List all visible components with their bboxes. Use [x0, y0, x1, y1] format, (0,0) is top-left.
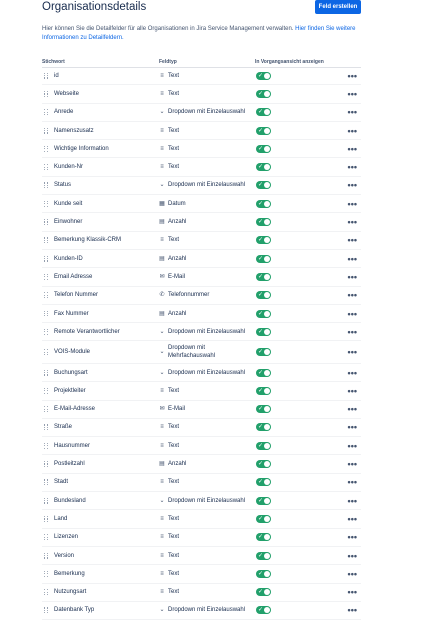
drag-handle-icon[interactable]: [44, 349, 48, 355]
drag-handle-icon[interactable]: [44, 329, 48, 335]
more-actions-icon[interactable]: •••: [347, 125, 357, 136]
show-in-issue-view-toggle[interactable]: [256, 291, 271, 299]
column-header-name: Stichwort: [42, 59, 65, 65]
field-type: Anzahl: [168, 219, 187, 226]
show-in-issue-view-toggle[interactable]: [256, 273, 271, 281]
check-icon: ✓: [258, 164, 264, 171]
table-row: [42, 213, 361, 231]
details-help-link[interactable]: Hier finden Sie weitere Informationen zu Detailfeldern.: [42, 26, 356, 41]
field-type: Text: [168, 72, 180, 79]
check-icon: ✓: [258, 90, 264, 97]
field-name: Projektleiter: [54, 387, 86, 394]
field-type: Text: [168, 145, 180, 152]
table-row: [42, 268, 361, 286]
show-in-issue-view-toggle[interactable]: [256, 236, 271, 244]
show-in-issue-view-toggle[interactable]: [256, 90, 271, 98]
page-header: [42, 0, 361, 17]
show-in-issue-view-toggle[interactable]: [256, 255, 271, 263]
table-row: [42, 67, 361, 85]
field-name: Lizenzen: [54, 534, 79, 541]
field-type: Text: [168, 515, 180, 522]
more-actions-icon[interactable]: •••: [347, 217, 357, 228]
number-icon: ▤: [159, 255, 165, 262]
text-icon: ≡: [160, 534, 164, 541]
show-in-issue-view-toggle[interactable]: [256, 442, 271, 450]
show-in-issue-view-toggle[interactable]: [256, 405, 271, 413]
more-actions-icon[interactable]: •••: [347, 532, 357, 543]
text-icon: ≡: [160, 570, 164, 577]
check-icon: ✓: [258, 255, 264, 262]
toggle-knob: [264, 311, 270, 317]
table-row: [42, 401, 361, 419]
field-type: Text: [168, 552, 180, 559]
field-name: Bundesland: [54, 497, 86, 504]
dropdown-icon: ⌄: [159, 328, 165, 335]
field-type: Dropdown mit Mehrfachauswahl: [168, 345, 216, 360]
email-icon: ✉: [159, 273, 165, 280]
drag-handle-icon[interactable]: [44, 219, 48, 225]
text-icon: ≡: [160, 424, 164, 431]
field-type: Anzahl: [168, 255, 187, 262]
more-actions-icon[interactable]: •••: [347, 477, 357, 488]
field-name: Bemerkung Klassik-CRM: [54, 237, 122, 244]
text-icon: ≡: [160, 145, 164, 152]
description-text: Hier können Sie die Detailfelder für alle Organisationen in Jira Service Management verwalten.: [42, 26, 294, 32]
drag-handle-icon[interactable]: [44, 479, 48, 485]
drag-handle-icon[interactable]: [44, 461, 48, 467]
number-icon: ▤: [159, 310, 165, 317]
field-name: Namenszusatz: [54, 127, 94, 134]
check-icon: ✓: [258, 328, 264, 335]
toggle-knob: [264, 146, 270, 152]
toggle-knob: [264, 237, 270, 243]
dropdown-icon: ⌄: [159, 109, 165, 116]
table-row: [42, 323, 361, 341]
show-in-issue-view-toggle[interactable]: [256, 387, 271, 395]
drag-handle-icon[interactable]: [44, 73, 48, 79]
email-icon: ✉: [159, 406, 165, 413]
text-icon: ≡: [160, 552, 164, 559]
field-type: E-Mail: [168, 273, 186, 280]
table-row: [42, 287, 361, 305]
field-name: Bemerkung: [54, 570, 85, 577]
drag-handle-icon[interactable]: [44, 182, 48, 188]
show-in-issue-view-toggle[interactable]: [256, 348, 271, 356]
check-icon: ✓: [258, 479, 264, 486]
field-type: Text: [168, 164, 180, 171]
toggle-knob: [264, 256, 270, 262]
show-in-issue-view-toggle[interactable]: [256, 163, 271, 171]
drag-handle-icon[interactable]: [44, 553, 48, 559]
field-name: Einwohner: [54, 219, 83, 226]
number-icon: ▤: [159, 461, 165, 468]
more-actions-icon[interactable]: •••: [347, 422, 357, 433]
more-actions-icon[interactable]: •••: [347, 459, 357, 470]
table-row: [42, 364, 361, 382]
check-icon: ✓: [258, 349, 264, 356]
field-type: Text: [168, 442, 180, 449]
table-row: [42, 510, 361, 528]
check-icon: ✓: [258, 200, 264, 207]
more-actions-icon[interactable]: •••: [347, 271, 357, 282]
text-icon: ≡: [160, 90, 164, 97]
toggle-knob: [264, 73, 270, 79]
check-icon: ✓: [258, 72, 264, 79]
drag-handle-icon[interactable]: [44, 256, 48, 262]
drag-handle-icon[interactable]: [44, 201, 48, 207]
more-actions-icon[interactable]: •••: [347, 568, 357, 579]
show-in-issue-view-toggle[interactable]: [256, 478, 271, 486]
field-type: Text: [168, 589, 180, 596]
toggle-knob: [264, 349, 270, 355]
table-row: [42, 565, 361, 583]
show-in-issue-view-toggle[interactable]: [256, 218, 271, 226]
more-actions-icon[interactable]: •••: [347, 385, 357, 396]
field-type: E-Mail: [168, 406, 186, 413]
more-actions-icon[interactable]: •••: [347, 235, 357, 246]
toggle-knob: [264, 461, 270, 467]
show-in-issue-view-toggle[interactable]: [256, 515, 271, 523]
check-icon: ✓: [258, 534, 264, 541]
field-type: Dropdown mit Einzelauswahl: [168, 607, 246, 614]
table-row: [42, 492, 361, 510]
show-in-issue-view-toggle[interactable]: [256, 588, 271, 596]
drag-handle-icon[interactable]: [44, 370, 48, 376]
field-name: Buchungsart: [54, 369, 88, 376]
show-in-issue-view-toggle[interactable]: [256, 328, 271, 336]
calendar-icon: ▦: [159, 200, 165, 207]
text-icon: ≡: [160, 479, 164, 486]
dropdown-icon: ⌄: [159, 349, 165, 356]
more-actions-icon[interactable]: •••: [347, 308, 357, 319]
check-icon: ✓: [258, 497, 264, 504]
toggle-knob: [264, 329, 270, 335]
show-in-issue-view-toggle[interactable]: [256, 108, 271, 116]
field-name: E-Mail-Adresse: [54, 406, 96, 413]
check-icon: ✓: [258, 237, 264, 244]
toggle-knob: [264, 201, 270, 207]
toggle-knob: [264, 274, 270, 280]
text-icon: ≡: [160, 515, 164, 522]
table-row: [42, 437, 361, 455]
drag-handle-icon[interactable]: [44, 406, 48, 412]
field-type: Anzahl: [168, 310, 187, 317]
phone-icon: ✆: [159, 292, 165, 299]
text-icon: ≡: [160, 164, 164, 171]
drag-handle-icon[interactable]: [44, 516, 48, 522]
text-icon: ≡: [160, 442, 164, 449]
table-row: [42, 232, 361, 250]
check-icon: ✓: [258, 273, 264, 280]
drag-handle-icon[interactable]: [44, 534, 48, 540]
toggle-knob: [264, 91, 270, 97]
field-type: Dropdown mit Einzelauswahl: [168, 369, 246, 376]
toggle-knob: [264, 443, 270, 449]
dropdown-icon: ⌄: [159, 182, 165, 189]
show-in-issue-view-toggle[interactable]: [256, 310, 271, 318]
toggle-knob: [264, 534, 270, 540]
field-type: Dropdown mit Einzelauswahl: [168, 182, 246, 189]
check-icon: ✓: [258, 607, 264, 614]
table-row: [42, 305, 361, 323]
toggle-knob: [264, 388, 270, 394]
more-actions-icon[interactable]: •••: [347, 587, 357, 598]
table-row: [42, 250, 361, 268]
toggle-knob: [264, 589, 270, 595]
table-row: [42, 158, 361, 176]
toggle-knob: [264, 406, 270, 412]
drag-handle-icon[interactable]: [44, 274, 48, 280]
check-icon: ✓: [258, 570, 264, 577]
more-actions-icon[interactable]: •••: [347, 347, 357, 358]
table-row: [42, 195, 361, 213]
drag-handle-icon[interactable]: [44, 571, 48, 577]
text-icon: ≡: [160, 589, 164, 596]
table-row: [42, 529, 361, 547]
more-actions-icon[interactable]: •••: [347, 440, 357, 451]
field-type: Text: [168, 90, 180, 97]
table-row: [42, 474, 361, 492]
text-icon: ≡: [160, 237, 164, 244]
show-in-issue-view-toggle[interactable]: [256, 533, 271, 541]
show-in-issue-view-toggle[interactable]: [256, 460, 271, 468]
more-actions-icon[interactable]: •••: [347, 550, 357, 561]
field-type: Text: [168, 387, 180, 394]
table-row: [42, 140, 361, 158]
more-actions-icon[interactable]: •••: [347, 107, 357, 118]
check-icon: ✓: [258, 515, 264, 522]
table-row: [42, 602, 361, 620]
field-type: Anzahl: [168, 461, 187, 468]
field-name: Datenbank Typ: [54, 607, 95, 614]
table-row: [42, 85, 361, 103]
field-name: Hausnummer: [54, 442, 91, 449]
check-icon: ✓: [258, 589, 264, 596]
field-name: Version: [54, 552, 75, 559]
field-name: id: [54, 72, 59, 79]
more-actions-icon[interactable]: •••: [347, 162, 357, 173]
show-in-issue-view-toggle[interactable]: [256, 497, 271, 505]
toggle-knob: [264, 370, 270, 376]
field-type: Text: [168, 424, 180, 431]
check-icon: ✓: [258, 310, 264, 317]
toggle-knob: [264, 479, 270, 485]
field-name: Postleitzahl: [54, 461, 85, 468]
toggle-knob: [264, 219, 270, 225]
table-row: [42, 177, 361, 195]
field-type: Text: [168, 127, 180, 134]
check-icon: ✓: [258, 145, 264, 152]
drag-handle-icon[interactable]: [44, 164, 48, 170]
show-in-issue-view-toggle[interactable]: [256, 72, 271, 80]
field-type: Datum: [168, 200, 186, 207]
table-row: [42, 122, 361, 140]
field-name: Nutzungsart: [54, 589, 87, 596]
field-name: VOIS-Module: [54, 349, 91, 356]
field-type: Dropdown mit Einzelauswahl: [168, 328, 246, 335]
more-actions-icon[interactable]: •••: [347, 513, 357, 524]
toggle-knob: [264, 516, 270, 522]
more-actions-icon[interactable]: •••: [347, 88, 357, 99]
show-in-issue-view-toggle[interactable]: [256, 181, 271, 189]
drag-handle-icon[interactable]: [44, 311, 48, 317]
more-actions-icon[interactable]: •••: [347, 290, 357, 301]
toggle-knob: [264, 292, 270, 298]
more-actions-icon[interactable]: •••: [347, 180, 357, 191]
field-type: Dropdown mit Einzelauswahl: [168, 497, 246, 504]
toggle-knob: [264, 498, 270, 504]
toggle-knob: [264, 128, 270, 134]
check-icon: ✓: [258, 369, 264, 376]
field-name: Land: [54, 515, 68, 522]
drag-handle-icon[interactable]: [44, 424, 48, 430]
more-actions-icon[interactable]: •••: [347, 70, 357, 81]
toggle-knob: [264, 553, 270, 559]
drag-handle-icon[interactable]: [44, 292, 48, 298]
field-name: Webseite: [54, 90, 79, 97]
check-icon: ✓: [258, 182, 264, 189]
field-type: Text: [168, 237, 180, 244]
dropdown-icon: ⌄: [159, 497, 165, 504]
check-icon: ✓: [258, 109, 264, 116]
page-description: [42, 25, 361, 42]
field-name: Remote Verantwortlicher: [54, 328, 120, 335]
drag-handle-icon[interactable]: [44, 109, 48, 115]
text-icon: ≡: [160, 72, 164, 79]
check-icon: ✓: [258, 442, 264, 449]
drag-handle-icon[interactable]: [44, 146, 48, 152]
field-name: Email Adresse: [54, 273, 93, 280]
toggle-knob: [264, 424, 270, 430]
show-in-issue-view-toggle[interactable]: [256, 606, 271, 614]
more-actions-icon[interactable]: •••: [347, 404, 357, 415]
check-icon: ✓: [258, 127, 264, 134]
number-icon: ▤: [159, 219, 165, 226]
field-name: Fax Nummer: [54, 310, 89, 317]
field-name: Status: [54, 182, 72, 189]
drag-handle-icon[interactable]: [44, 498, 48, 504]
field-name: Stadt: [54, 479, 69, 486]
check-icon: ✓: [258, 387, 264, 394]
field-name: Kunden-Nr: [54, 164, 84, 171]
more-actions-icon[interactable]: •••: [347, 495, 357, 506]
table-row: [42, 104, 361, 122]
table-row: [42, 584, 361, 602]
drag-handle-icon[interactable]: [44, 91, 48, 97]
more-actions-icon[interactable]: •••: [347, 253, 357, 264]
toggle-knob: [264, 164, 270, 170]
field-name: Kunde seit: [54, 200, 83, 207]
toggle-knob: [264, 182, 270, 188]
check-icon: ✓: [258, 424, 264, 431]
column-header-view: In Vorgangsansicht anzeigen: [255, 59, 324, 65]
field-type: Text: [168, 534, 180, 541]
more-actions-icon[interactable]: •••: [347, 367, 357, 378]
check-icon: ✓: [258, 461, 264, 468]
fields-table: [42, 67, 361, 620]
dropdown-icon: ⌄: [159, 369, 165, 376]
show-in-issue-view-toggle[interactable]: [256, 145, 271, 153]
field-type: Dropdown mit Einzelauswahl: [168, 109, 246, 116]
field-name: Wichtige Information: [54, 145, 109, 152]
check-icon: ✓: [258, 406, 264, 413]
check-icon: ✓: [258, 292, 264, 299]
more-actions-icon[interactable]: •••: [347, 326, 357, 337]
create-field-button[interactable]: Feld erstellen: [315, 0, 361, 14]
show-in-issue-view-toggle[interactable]: [256, 423, 271, 431]
show-in-issue-view-toggle[interactable]: [256, 127, 271, 135]
toggle-knob: [264, 571, 270, 577]
field-name: Straße: [54, 424, 73, 431]
drag-handle-icon[interactable]: [44, 128, 48, 134]
field-type: Telefonnummer: [168, 292, 210, 299]
field-name: Telefon Nummer: [54, 292, 99, 299]
table-row: [42, 455, 361, 473]
drag-handle-icon[interactable]: [44, 237, 48, 243]
table-row: [42, 382, 361, 400]
drag-handle-icon[interactable]: [44, 443, 48, 449]
show-in-issue-view-toggle[interactable]: [256, 200, 271, 208]
more-actions-icon[interactable]: •••: [347, 198, 357, 209]
column-header-type: Feldtyp: [159, 59, 177, 65]
field-type: Text: [168, 570, 180, 577]
page-title: Organisationsdetails: [42, 1, 147, 13]
show-in-issue-view-toggle[interactable]: [256, 369, 271, 377]
organisation-details-page: [42, 0, 361, 616]
more-actions-icon[interactable]: •••: [347, 605, 357, 616]
show-in-issue-view-toggle[interactable]: [256, 552, 271, 560]
check-icon: ✓: [258, 219, 264, 226]
drag-handle-icon[interactable]: [44, 589, 48, 595]
field-name: Anrede: [54, 109, 74, 116]
drag-handle-icon[interactable]: [44, 388, 48, 394]
text-icon: ≡: [160, 387, 164, 394]
dropdown-icon: ⌄: [159, 607, 165, 614]
show-in-issue-view-toggle[interactable]: [256, 570, 271, 578]
toggle-knob: [264, 109, 270, 115]
field-type: Text: [168, 479, 180, 486]
text-icon: ≡: [160, 127, 164, 134]
table-row: [42, 547, 361, 565]
check-icon: ✓: [258, 552, 264, 559]
field-name: Kunden-ID: [54, 255, 83, 262]
table-row: [42, 419, 361, 437]
table-row: [42, 341, 361, 364]
more-actions-icon[interactable]: •••: [347, 143, 357, 154]
